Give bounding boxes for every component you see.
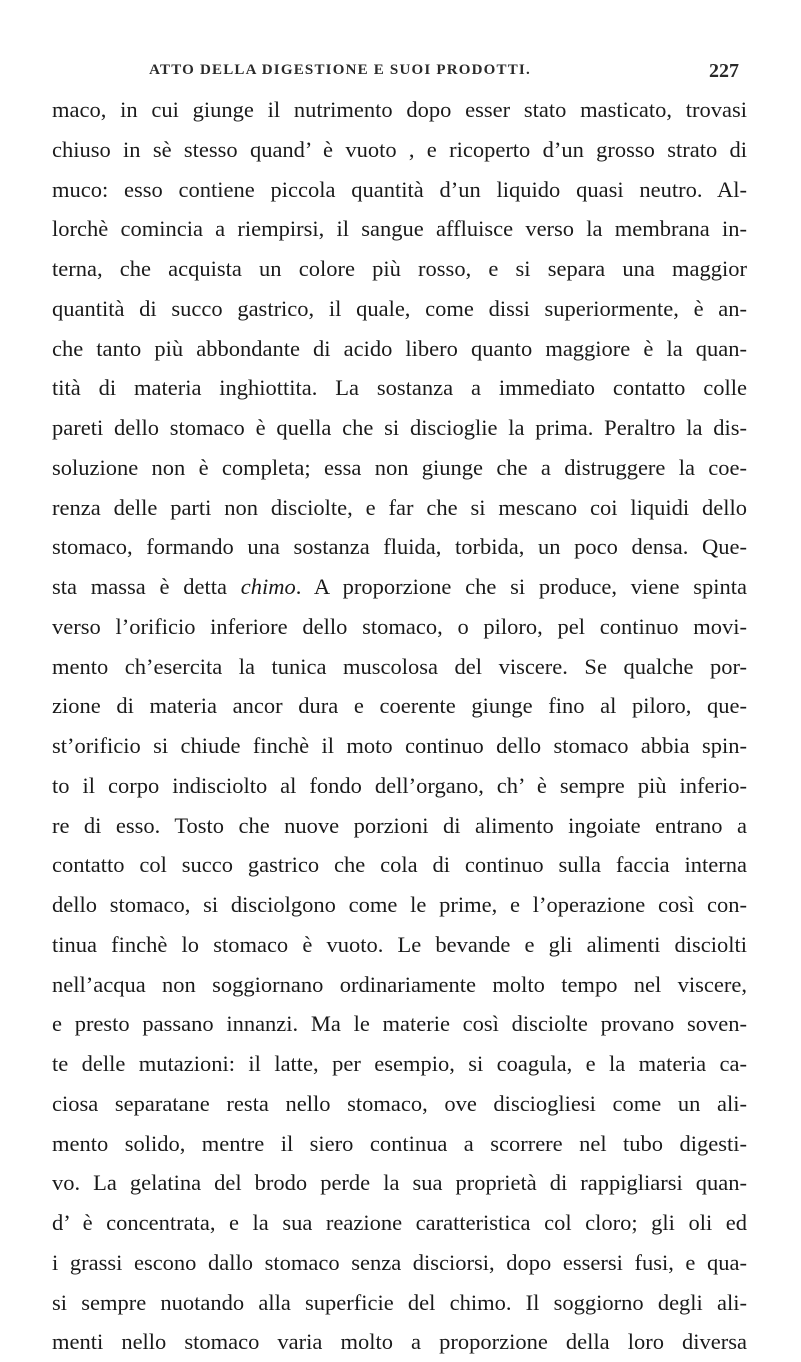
text-line: te delle mutazioni: il latte, per esempio, si coagula, e la materia ca- xyxy=(52,1051,747,1076)
text-line: menti nello stomaco varia molto a proporzione della loro diversa xyxy=(52,1329,747,1355)
body-text xyxy=(52,90,747,1362)
text-line-with-italic: sta massa è detta chimo. A proporzione che si produce, viene spinta xyxy=(52,574,747,599)
text-line: i grassi escono dallo stomaco senza disciorsi, dopo essersi fusi, e qua- xyxy=(52,1249,747,1275)
text-line: pareti dello stomaco è quella che si discioglie la prima. Peraltro la dis- xyxy=(52,415,747,440)
text-line: mento ch’esercita la tunica muscolosa del viscere. Se qualche por- xyxy=(52,653,747,679)
italic-term: chimo xyxy=(240,574,296,599)
text-line: mento solido, mentre il siero continua a scorrere nel tubo digesti- xyxy=(52,1130,747,1156)
text-line: verso l’orificio inferiore dello stomaco, o piloro, pel continuo movi- xyxy=(52,613,747,639)
text-line: tità di materia inghiottita. La sostanza a immediato contatto colle xyxy=(52,375,747,401)
text-line: si sempre nuotando alla superficie del chimo. Il soggiorno degli ali- xyxy=(52,1289,747,1315)
text-line: soluzione non è completa; essa non giunge che a distruggere la coe- xyxy=(52,454,747,480)
text-line: dello stomaco, si disciolgono come le prime, e l’operazione così con- xyxy=(52,892,747,917)
text-line: stomaco, formando una sostanza fluida, torbida, un poco densa. Que- xyxy=(52,534,747,560)
text-line: renza delle parti non disciolte, e far che si mescano coi liquidi dello xyxy=(52,494,747,520)
text-line: zione di materia ancor dura e coerente giunge fino al piloro, que- xyxy=(52,693,747,719)
text-line: muco: esso contiene piccola quantità d’un liquido quasi neutro. Al- xyxy=(52,176,747,202)
text-line: maco, in cui giunge il nutrimento dopo esser stato masticato, trovasi xyxy=(52,97,747,122)
page-number: 227 xyxy=(709,60,739,82)
text-line: lorchè comincia a riempirsi, il sangue affluisce verso la membrana in- xyxy=(52,216,747,242)
text-line: ciosa separatane resta nello stomaco, ove disciogliesi come un ali- xyxy=(52,1090,747,1116)
text-line: to il corpo indisciolto al fondo dell’organo, ch’ è sempre più inferio- xyxy=(52,772,747,798)
text-line: e presto passano innanzi. Ma le materie così disciolte provano soven- xyxy=(52,1011,747,1037)
text-line: re di esso. Tosto che nuove porzioni di alimento ingoiate entrano a xyxy=(52,812,747,838)
text-line: contatto col succo gastrico che cola di continuo sulla faccia interna xyxy=(52,852,747,878)
running-head: ATTO DELLA DIGESTIONE E SUOI PRODOTTI. xyxy=(149,62,531,78)
text-line: chiuso in sè stesso quand’ è vuoto , e ricoperto d’un grosso strato di xyxy=(52,136,747,162)
text-line: quantità di succo gastrico, il quale, come dissi superiormente, è an- xyxy=(52,295,747,321)
text-line: tinua finchè lo stomaco è vuoto. Le bevande e gli alimenti disciolti xyxy=(52,931,747,957)
text-line: che tanto più abbondante di acido libero quanto maggiore è la quan- xyxy=(52,335,747,361)
text-line: vo. La gelatina del brodo perde la sua proprietà di rappigliarsi quan- xyxy=(52,1170,747,1196)
text-line: terna, che acquista un colore più rosso, e si separa una maggior xyxy=(52,256,747,281)
text-line: nell’acqua non soggiornano ordinariamente molto tempo nel viscere, xyxy=(52,971,747,997)
text-line: d’ è concentrata, e la sua reazione caratteristica col cloro; gli oli ed xyxy=(52,1210,747,1235)
text-line: st’orificio si chiude finchè il moto continuo dello stomaco abbia spin- xyxy=(52,733,747,758)
